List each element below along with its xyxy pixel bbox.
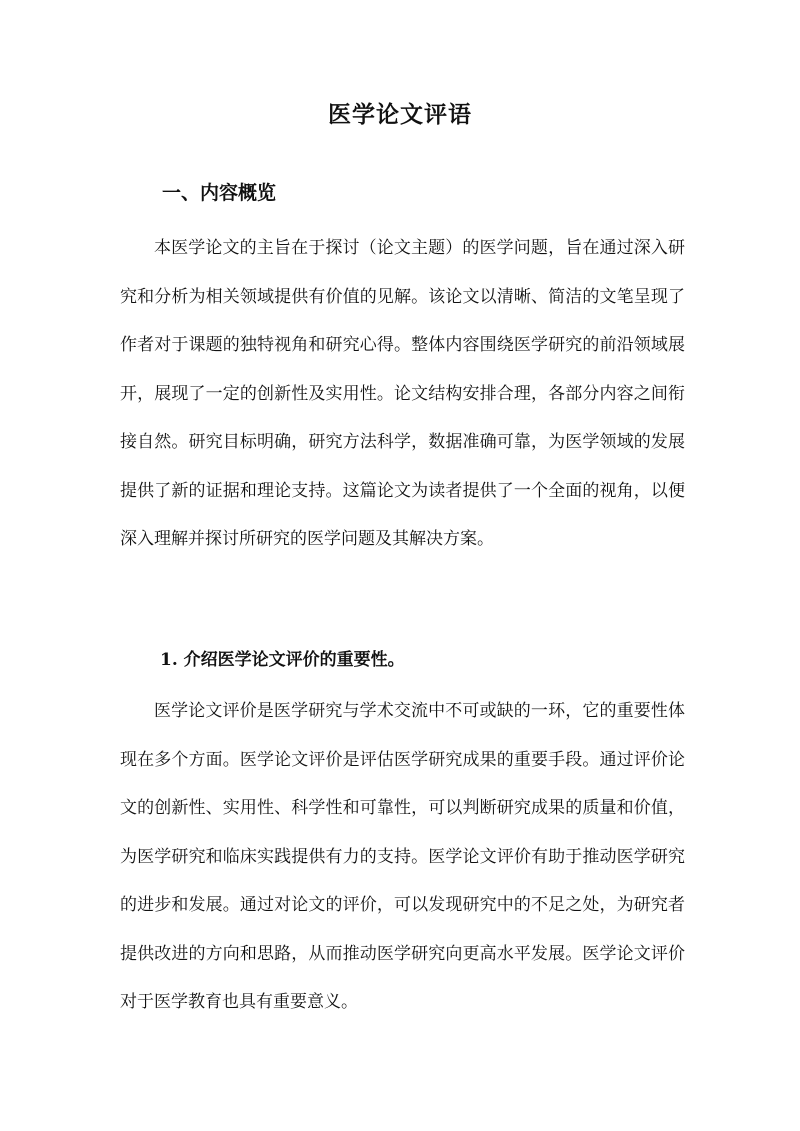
document-title: 医学论文评语	[328, 101, 472, 128]
section-heading-content-overview: 一、内容概览	[162, 182, 277, 204]
subsection-heading-evaluation-importance: 1. 介绍医学论文评价的重要性。	[160, 650, 405, 670]
section-paragraph-content-overview: 本医学论文的主旨在于探讨（论文主题）的医学问题，旨在通过深入研究和分析为相关领域提供有价值的见解。该论文以清晰、简洁的文笔呈现了作者对于课题的独特视角和研究心得。整体内容围绕医学研究的前沿领域展开，展现了一定的创新性及实用性。论文结构安排合理，各部分内容之间衔接自然。研究目标明确，研究方法科学，数据准确可靠，为医学领域的发展提供了新的证据和理论支持。这篇论文为读者提供了一个全面的视角，以便深入理解并探讨所研究的医学问题及其解决方案。	[120, 238, 685, 549]
subsection-paragraph-evaluation-importance: 医学论文评价是医学研究与学术交流中不可或缺的一环，它的重要性体现在多个方面。医学论文评价是评估医学研究成果的重要手段。通过评价论文的创新性、实用性、科学性和可靠性，可以判断研究成果的质量和价值，为医学研究和临床实践提供有力的支持。医学论文评价有助于推动医学研究的进步和发展。通过对论文的评价，可以发现研究中的不足之处，为研究者提供改进的方向和思路，从而推动医学研究向更高水平发展。医学论文评价对于医学教育也具有重要意义。	[120, 701, 685, 1012]
